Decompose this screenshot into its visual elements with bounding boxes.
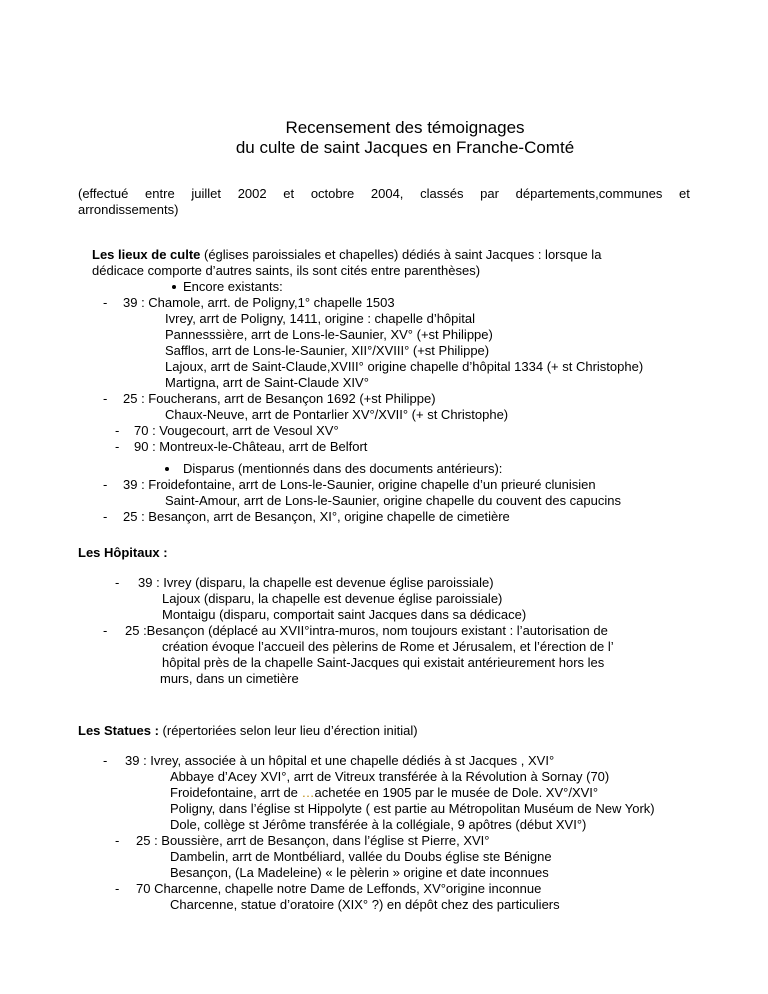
list-item: 90 : Montreux-le-Château, arrt de Belfort (134, 439, 368, 454)
list-item: Lajoux, arrt de Saint-Claude,XVIII° origine chapelle d’hôpital 1334 (+ st Christophe) (165, 359, 644, 374)
list-dash: - (115, 833, 120, 848)
cult-heading-line2: dédicace comporte d’autres saints, ils sont cités entre parenthèses) (92, 263, 481, 278)
list-item: Besançon, (La Madeleine) « le pèlerin » origine et date inconnues (170, 865, 549, 880)
list-item: 25 : Foucherans, arrt de Besançon 1692 (+st Philippe) (123, 391, 436, 406)
list-item: 70 Charcenne, chapelle notre Dame de Leffonds, XV°origine inconnue (136, 881, 542, 896)
list-dash: - (103, 477, 108, 492)
list-item: 70 : Vougecourt, arrt de Vesoul XV° (134, 423, 339, 438)
list-item: Dambelin, arrt de Montbéliard, vallée du Doubs église ste Bénigne (170, 849, 552, 864)
hospitals-heading: Les Hôpitaux : (78, 545, 168, 560)
list-dash: - (115, 439, 120, 454)
list-item: 39 : Ivrey (disparu, la chapelle est devenue église paroissiale) (138, 575, 494, 590)
list-dash: - (103, 391, 108, 406)
list-item: Ivrey, arrt de Poligny, 1411, origine : chapelle d’hôpital (165, 311, 476, 326)
list-dash: - (115, 423, 120, 438)
bullet-icon (165, 467, 169, 471)
list-item: murs, dans un cimetière (160, 671, 299, 686)
list-item: Charcenne, statue d’oratoire (XIX° ?) en dépôt chez des particuliers (170, 897, 560, 912)
list-item: Froidefontaine, arrt de …achetée en 1905 par le musée de Dole. XV°/XVI° (170, 785, 599, 800)
bullet-icon (172, 285, 176, 289)
list-item: 39 : Froidefontaine, arrt de Lons-le-Saunier, origine chapelle d’un prieuré clunisien (123, 477, 596, 492)
existing-label: Encore existants: (183, 279, 283, 294)
list-item: 25 : Boussière, arrt de Besançon, dans l’église st Pierre, XVI° (136, 833, 490, 848)
list-item: Dole, collège st Jérôme transférée à la collégiale, 9 apôtres (début XVI°) (170, 817, 587, 832)
statues-heading: Les Statues : (répertoriées selon leur lieu d’érection initial) (78, 723, 418, 738)
cult-heading: Les lieux de culte (églises paroissiales et chapelles) dédiés à saint Jacques : lorsque la (92, 247, 602, 262)
list-dash: - (115, 575, 120, 590)
list-item: 25 :Besançon (déplacé au XVII°intra-muros, nom toujours existant : l’autorisation de (125, 623, 608, 638)
gone-label: Disparus (mentionnés dans des documents antérieurs): (183, 461, 503, 476)
list-item: Pannesssière, arrt de Lons-le-Saunier, XV° (+st Philippe) (165, 327, 493, 342)
list-item: Lajoux (disparu, la chapelle est devenue église paroissiale) (162, 591, 503, 606)
list-item: Montaigu (disparu, comportait saint Jacques dans sa dédicace) (162, 607, 527, 622)
list-item: Poligny, dans l’église st Hippolyte ( est partie au Métropolitan Muséum de New York) (170, 801, 655, 816)
intro-paragraph: (effectué entre juillet 2002 et octobre 2004, classés par départements,communes et (78, 186, 690, 201)
list-item: création évoque l’accueil des pèlerins de Rome et Jérusalem, et l’érection de l’ (162, 639, 614, 654)
list-item: Chaux-Neuve, arrt de Pontarlier XV°/XVII° (+ st Christophe) (165, 407, 509, 422)
list-item: 25 : Besançon, arrt de Besançon, XI°, origine chapelle de cimetière (123, 509, 510, 524)
intro-line2: arrondissements) (78, 202, 179, 217)
list-dash: - (103, 753, 108, 768)
list-item: Safflos, arrt de Lons-le-Saunier, XII°/XVIII° (+st Philippe) (165, 343, 490, 358)
list-dash: - (103, 509, 108, 524)
list-item: hôpital près de la chapelle Saint-Jacques qui existait antérieurement hors les (162, 655, 605, 670)
list-item: 39 : Chamole, arrt. de Poligny,1° chapelle 1503 (123, 295, 395, 310)
document-title-line2: du culte de saint Jacques en Franche-Comté (235, 138, 575, 157)
list-item: Saint-Amour, arrt de Lons-le-Saunier, origine chapelle du couvent des capucins (165, 493, 621, 508)
list-dash: - (103, 623, 108, 638)
document-title-line1: Recensement des témoignages (285, 118, 525, 137)
list-dash: - (103, 295, 108, 310)
list-item: 39 : Ivrey, associée à un hôpital et une chapelle dédiés à st Jacques , XVI° (125, 753, 555, 768)
list-dash: - (115, 881, 120, 896)
list-item: Martigna, arrt de Saint-Claude XIV° (165, 375, 369, 390)
list-item: Abbaye d’Acey XVI°, arrt de Vitreux transférée à la Révolution à Sornay (70) (170, 769, 610, 784)
